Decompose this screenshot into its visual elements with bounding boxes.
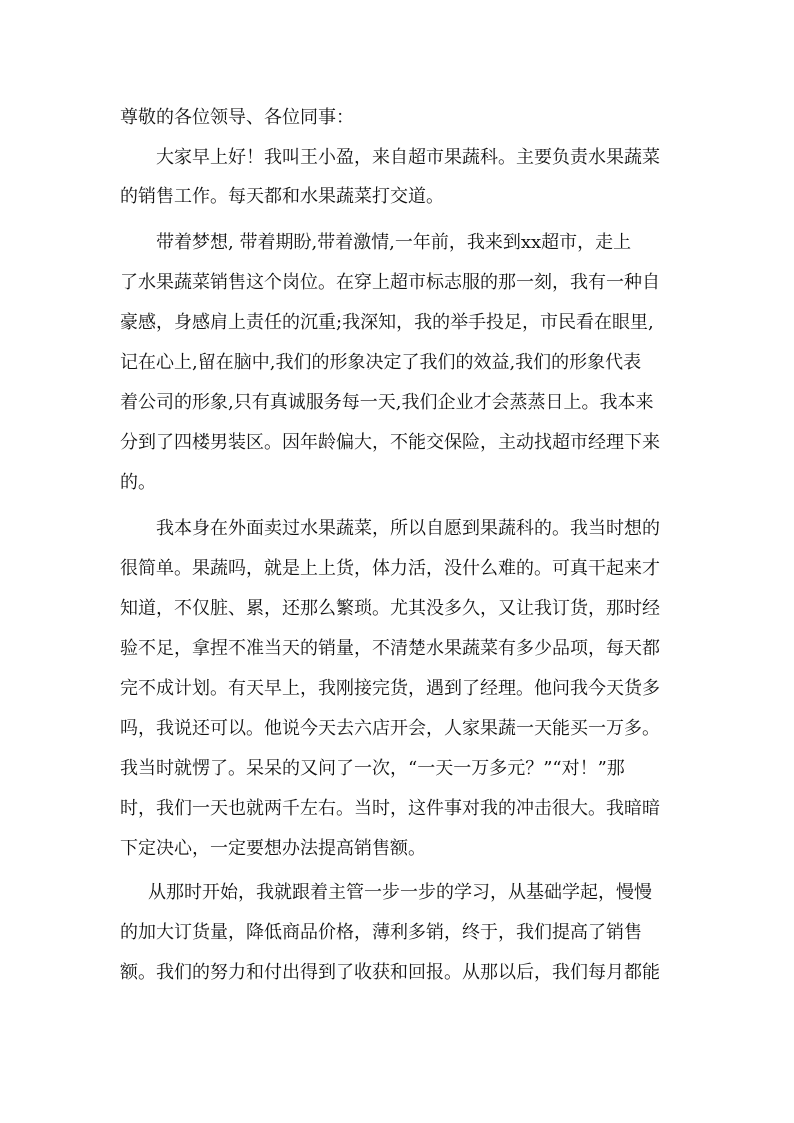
paragraph-2-line-7: 的。 xyxy=(120,472,156,493)
paragraph-3-line-4: 验不足，拿捏不准当天的销量，不清楚水果蔬菜有多少品项，每天都 xyxy=(120,638,660,659)
paragraph-3-line-8: 时，我们一天也就两千左右。当时，这件事对我的冲击很大。我暗暗 xyxy=(120,798,660,819)
paragraph-3-line-1: 我本身在外面卖过水果蔬菜，所以自愿到果蔬科的。我当时想的 xyxy=(156,518,660,539)
paragraph-4-line-3: 额。我们的努力和付出得到了收获和回报。从那以后，我们每月都能 xyxy=(120,962,660,983)
paragraph-3-line-7: 我当时就愣了。呆呆的又问了一次，“一天一万多元？”“对！”那 xyxy=(120,758,625,779)
paragraph-3-line-6: 吗，我说还可以。他说今天去六店开会，人家果蔬一天能买一万多。 xyxy=(120,718,660,739)
paragraph-1-line-1: 大家早上好！我叫王小盈，来自超市果蔬科。主要负责水果蔬菜 xyxy=(156,147,660,168)
paragraph-2-line-5: 着公司的形象,只有真诚服务每一天,我们企业才会蒸蒸日上。我本来 xyxy=(120,392,654,413)
paragraph-3-line-2: 很简单。果蔬吗，就是上上货，体力活，没什么难的。可真干起来才 xyxy=(120,558,660,579)
paragraph-2-line-6: 分到了四楼男装区。因年龄偏大，不能交保险，主动找超市经理下来 xyxy=(120,432,660,453)
paragraph-3-line-9: 下定决心，一定要想办法提高销售额。 xyxy=(120,838,426,859)
paragraph-3-line-3: 知道，不仅脏、累，还那么繁琐。尤其没多久，又让我订货，那时经 xyxy=(120,598,660,619)
paragraph-3-line-5: 完不成计划。有天早上，我刚接完货，遇到了经理。他问我今天货多 xyxy=(120,678,660,699)
paragraph-4-line-2: 的加大订货量，降低商品价格，薄利多销，终于，我们提高了销售 xyxy=(120,922,642,943)
greeting-line: 尊敬的各位领导、各位同事： xyxy=(120,107,354,128)
paragraph-2-line-3: 豪感，身感肩上责任的沉重;我深知，我的举手投足，市民看在眼里, xyxy=(120,312,654,333)
paragraph-2-line-1: 带着梦想, 带着期盼,带着激情,一年前，我来到xx超市，走上 xyxy=(156,232,632,253)
paragraph-2-line-2: 了水果蔬菜销售这个岗位。在穿上超市标志服的那一刻，我有一种自 xyxy=(120,272,660,293)
paragraph-4-line-1: 从那时开始，我就跟着主管一步一步的学习，从基础学起，慢慢 xyxy=(148,882,652,903)
paragraph-2-line-4: 记在心上,留在脑中,我们的形象决定了我们的效益,我们的形象代表 xyxy=(120,352,642,373)
paragraph-1-line-2: 的销售工作。每天都和水果蔬菜打交道。 xyxy=(120,186,444,207)
